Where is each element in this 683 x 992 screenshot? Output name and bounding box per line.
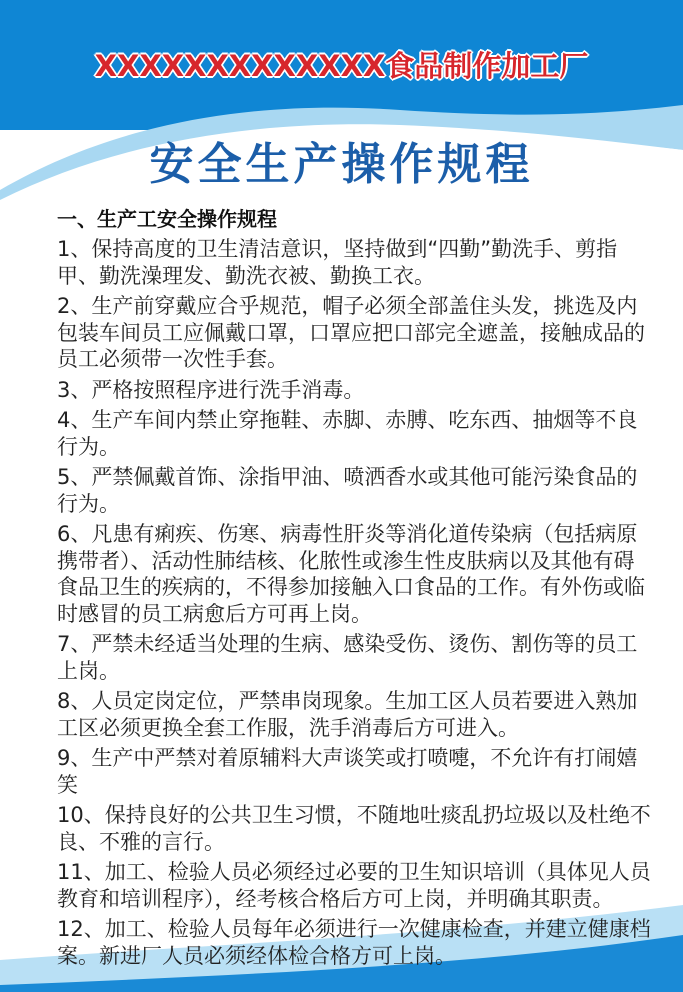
rule-line: 上岗。	[57, 658, 120, 683]
rule-line: 2、生产前穿戴应合乎规范，帽子必须全部盖住头发，挑选及内	[57, 294, 638, 318]
rule-item	[57, 745, 657, 798]
rule-item	[57, 464, 657, 517]
page-title: 安全生产操作规程	[149, 139, 534, 190]
rule-item	[57, 688, 657, 741]
rule-item	[57, 236, 657, 289]
rule-item	[57, 377, 657, 404]
rule-line: 1、保持高度的卫生清洁意识，坚持做到“四勤”勤洗手、剪指	[57, 237, 618, 261]
rule-line: 12、加工、检验人员每年必须进行一次健康检查，并建立健康档	[57, 917, 651, 941]
rule-line: 行为。	[57, 434, 120, 459]
rule-line: 8、人员定岗定位，严禁串岗现象。生加工区人员若要进入熟加	[57, 689, 638, 713]
rule-line: 3、严格按照程序进行洗手消毒。	[57, 377, 365, 402]
rule-line: 7、严禁未经适当处理的生病、感染受伤、烫伤、割伤等的员工	[57, 632, 638, 656]
rule-item	[57, 916, 657, 969]
rule-line: 包装车间员工应佩戴口罩，口罩应把口部完全遮盖，接触成品的	[57, 320, 645, 345]
rule-line: 良、不雅的言行。	[57, 829, 225, 854]
rule-line: 案。新进厂人员必须经体检合格方可上岗。	[57, 943, 456, 968]
rule-item	[57, 407, 657, 460]
rule-line: 食品卫生的疾病的，不得参加接触入口食品的工作。有外伤或临	[57, 575, 645, 599]
rule-line: 教育和培训程序），经考核合格后方可上岗，并明确其职责。	[57, 886, 614, 911]
rule-line: 携带者）、活动性肺结核、化脓性或渗生性皮肤病以及其他有碍	[57, 548, 635, 573]
rule-line: 10、保持良好的公共卫生习惯，不随地吐痰乱扔垃圾以及杜绝不	[57, 803, 651, 827]
company-name: XXXXXXXXXXXXX食品制作加工厂	[94, 49, 589, 83]
rule-item	[57, 521, 657, 627]
rule-line: 笑	[57, 772, 78, 797]
rule-item	[57, 631, 657, 684]
rules-section	[57, 206, 657, 973]
rule-item	[57, 802, 657, 855]
rule-line: 11、加工、检验人员必须经过必要的卫生知识培训（具体见人员	[57, 860, 651, 884]
rule-line: 员工必须带一次性手套。	[57, 347, 288, 371]
rule-item	[57, 859, 657, 912]
rule-line: 行为。	[57, 491, 120, 516]
section-heading: 一、生产工安全操作规程	[57, 207, 277, 231]
rule-line: 6、凡患有痢疾、伤寒、病毒性肝炎等消化道传染病（包括病原	[57, 522, 638, 546]
rule-item	[57, 293, 657, 373]
rule-line: 4、生产车间内禁止穿拖鞋、赤脚、赤膊、吃东西、抽烟等不良	[57, 408, 638, 432]
rules-list	[57, 236, 657, 969]
rule-line: 甲、勤洗澡理发、勤洗衣被、勤换工衣。	[57, 263, 435, 288]
rule-line: 工区必须更换全套工作服，洗手消毒后方可进入。	[57, 715, 519, 740]
rule-line: 9、生产中严禁对着原辅料大声谈笑或打喷嚏，不允许有打闹嬉	[57, 746, 638, 770]
rule-line: 5、严禁佩戴首饰、涂指甲油、喷洒香水或其他可能污染食品的	[57, 465, 638, 489]
rule-line: 时感冒的员工病愈后方可再上岗。	[57, 601, 372, 626]
